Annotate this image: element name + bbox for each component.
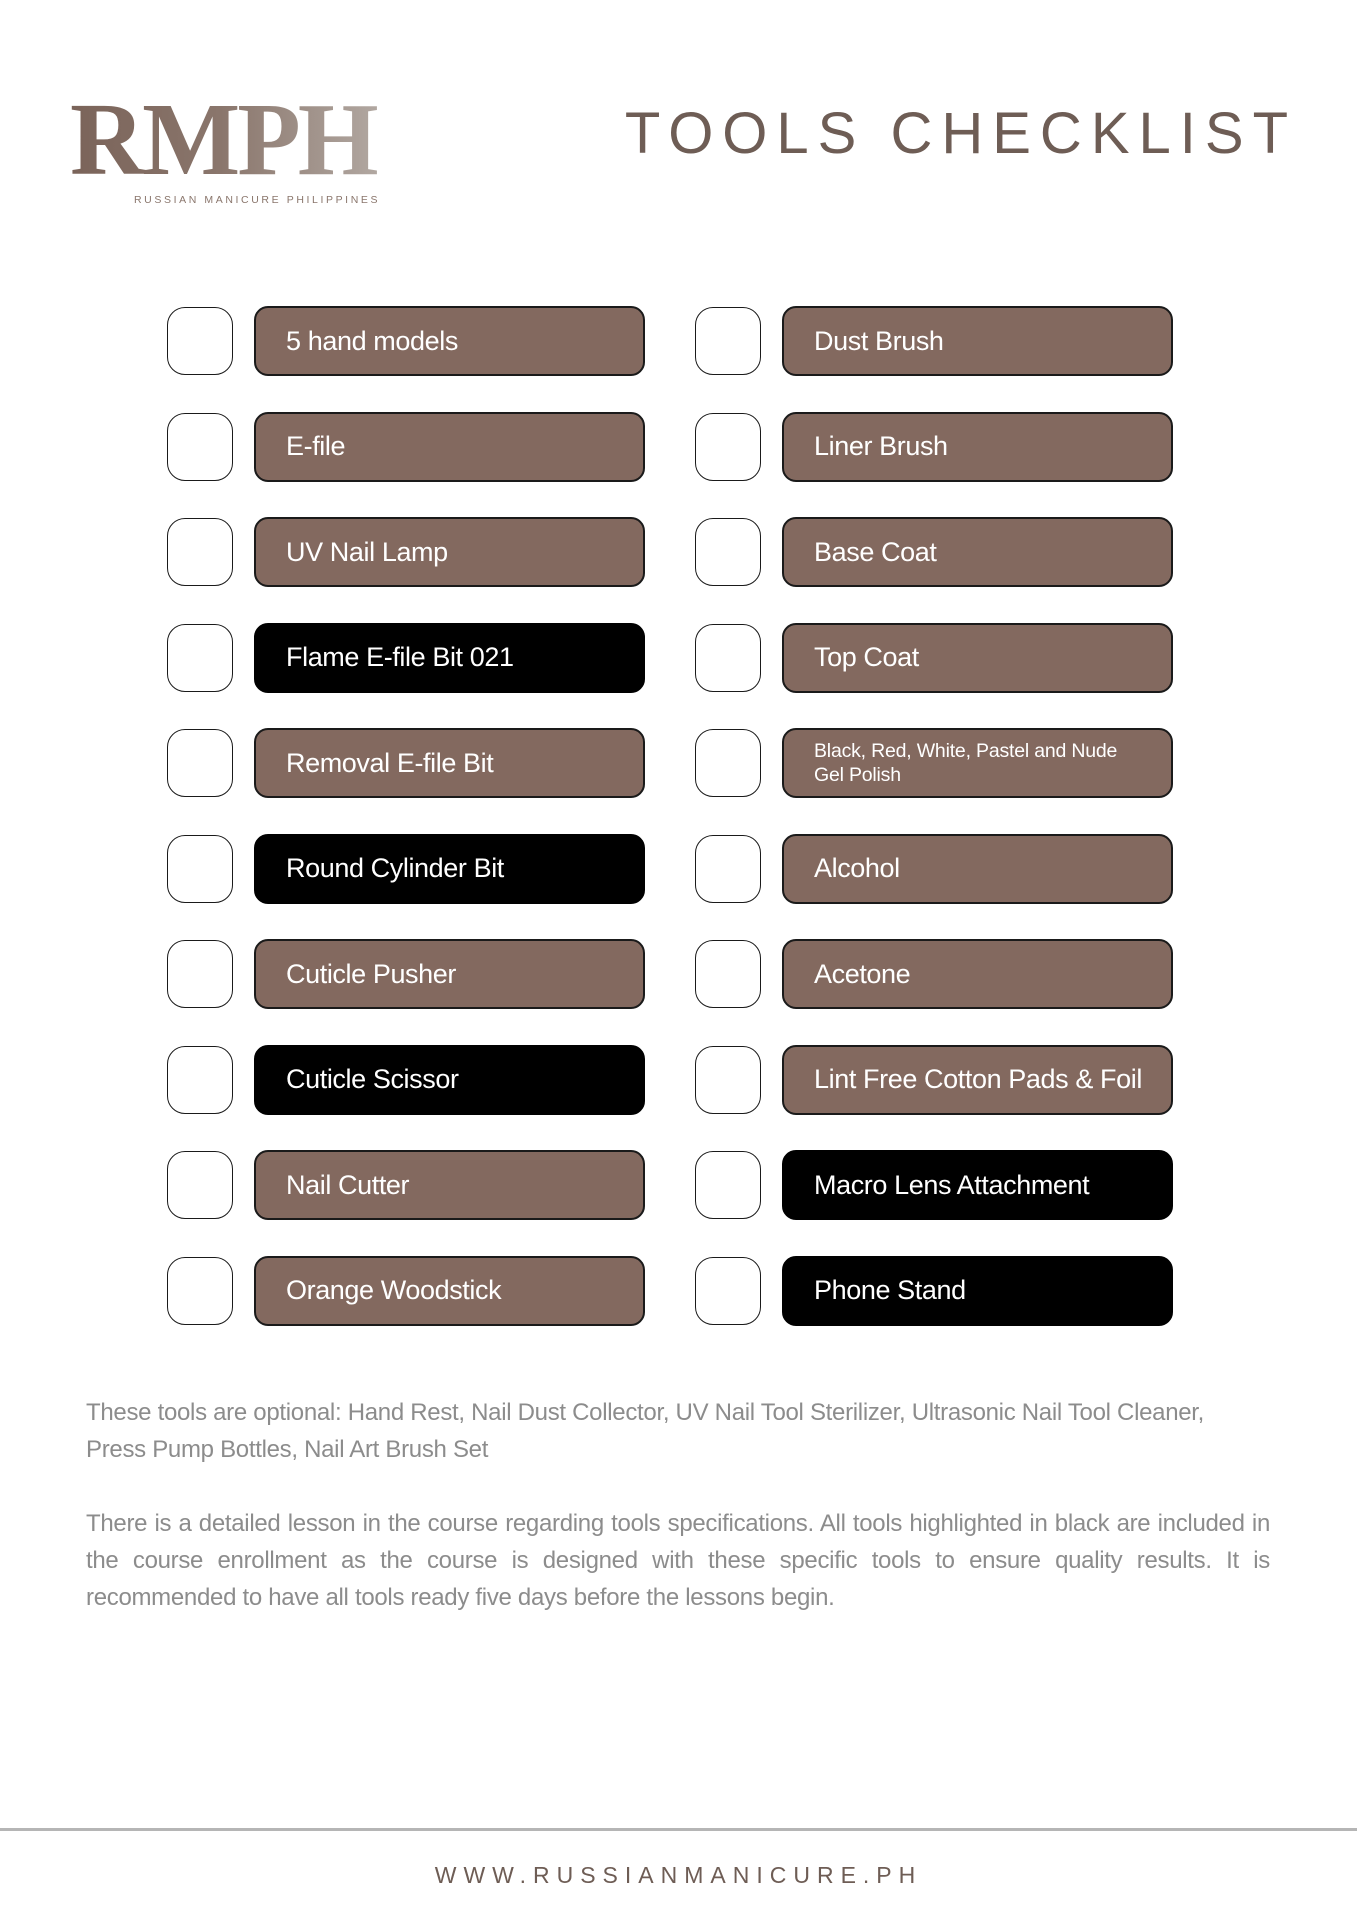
checklist-item <box>167 1256 661 1326</box>
item-label-included: Round Cylinder Bit <box>254 834 645 904</box>
checklist-item <box>167 306 661 376</box>
item-label: Lint Free Cotton Pads & Foil <box>782 1045 1173 1115</box>
checkbox[interactable] <box>167 835 233 903</box>
checklist-item <box>167 834 661 904</box>
item-label: 5 hand models <box>254 306 645 376</box>
checklist-item <box>167 412 661 482</box>
checklist-item <box>167 517 661 587</box>
checkbox[interactable] <box>695 1046 761 1114</box>
checkbox[interactable] <box>695 624 761 692</box>
item-label-included: Macro Lens Attachment <box>782 1150 1173 1220</box>
checklist-item <box>695 834 1189 904</box>
checkbox[interactable] <box>167 518 233 586</box>
checkbox[interactable] <box>167 1257 233 1325</box>
checklist-item <box>695 412 1189 482</box>
logo-tagline: RUSSIAN MANICURE PHILIPPINES <box>134 194 381 206</box>
checkbox[interactable] <box>167 413 233 481</box>
item-label: Nail Cutter <box>254 1150 645 1220</box>
optional-tools-note: These tools are optional: Hand Rest, Nail Dust Collector, UV Nail Tool Sterilizer, Ultrasonic Nail Tool Cleaner, Press Pump Bottles, Nail Art Brush Set <box>86 1399 1205 1463</box>
checklist-item <box>167 1045 661 1115</box>
checklist-item <box>695 306 1189 376</box>
item-label: Removal E-file Bit <box>254 728 645 798</box>
checkbox[interactable] <box>167 624 233 692</box>
checkbox[interactable] <box>695 307 761 375</box>
item-label: Top Coat <box>782 623 1173 693</box>
checkbox[interactable] <box>695 413 761 481</box>
checklist-item <box>695 1256 1189 1326</box>
item-label-included: Flame E-file Bit 021 <box>254 623 645 693</box>
checklist-item <box>167 728 661 798</box>
item-label-included: Phone Stand <box>782 1256 1173 1326</box>
notes-section <box>86 1394 1270 1616</box>
item-label: Acetone <box>782 939 1173 1009</box>
checkbox[interactable] <box>695 729 761 797</box>
checkbox[interactable] <box>695 1151 761 1219</box>
checklist-item <box>695 939 1189 1009</box>
checkbox[interactable] <box>695 940 761 1008</box>
checkbox[interactable] <box>695 1257 761 1325</box>
item-label: Dust Brush <box>782 306 1173 376</box>
checklist-item <box>695 623 1189 693</box>
item-label: UV Nail Lamp <box>254 517 645 587</box>
checkbox[interactable] <box>695 518 761 586</box>
item-label-included: Cuticle Scissor <box>254 1045 645 1115</box>
checkbox[interactable] <box>167 1046 233 1114</box>
checkbox[interactable] <box>167 307 233 375</box>
item-label: Black, Red, White, Pastel and Nude Gel Polish <box>782 728 1173 798</box>
checkbox[interactable] <box>167 729 233 797</box>
brand-logo <box>70 82 405 206</box>
checkbox[interactable] <box>167 1151 233 1219</box>
checklist-item <box>695 1045 1189 1115</box>
checklist-item <box>167 1150 661 1220</box>
checklist-item <box>695 1150 1189 1220</box>
item-label: Alcohol <box>782 834 1173 904</box>
item-label: Orange Woodstick <box>254 1256 645 1326</box>
item-label: Liner Brush <box>782 412 1173 482</box>
checklist-item <box>695 728 1189 798</box>
footer-divider <box>0 1828 1357 1831</box>
logo-mark: RMPH <box>70 88 405 192</box>
footer-website-link[interactable]: WWW.RUSSIANMANICURE.PH <box>434 1862 923 1888</box>
checklist-item <box>167 623 661 693</box>
checklist-item <box>695 517 1189 587</box>
checklist-item <box>167 939 661 1009</box>
checkbox[interactable] <box>695 835 761 903</box>
item-label: Cuticle Pusher <box>254 939 645 1009</box>
page-title: TOOLS CHECKLIST <box>624 101 1297 166</box>
item-label: Base Coat <box>782 517 1173 587</box>
item-label: E-file <box>254 412 645 482</box>
tools-checklist <box>167 306 1189 1326</box>
checkbox[interactable] <box>167 940 233 1008</box>
course-lesson-note: There is a detailed lesson in the course regarding tools specifications. All tools highlighted in black are included in the course enrollment as the course is designed with these specific tools to ensure quality results. It is recommended to have all tools ready five days before the lessons begin. <box>86 1510 1270 1611</box>
